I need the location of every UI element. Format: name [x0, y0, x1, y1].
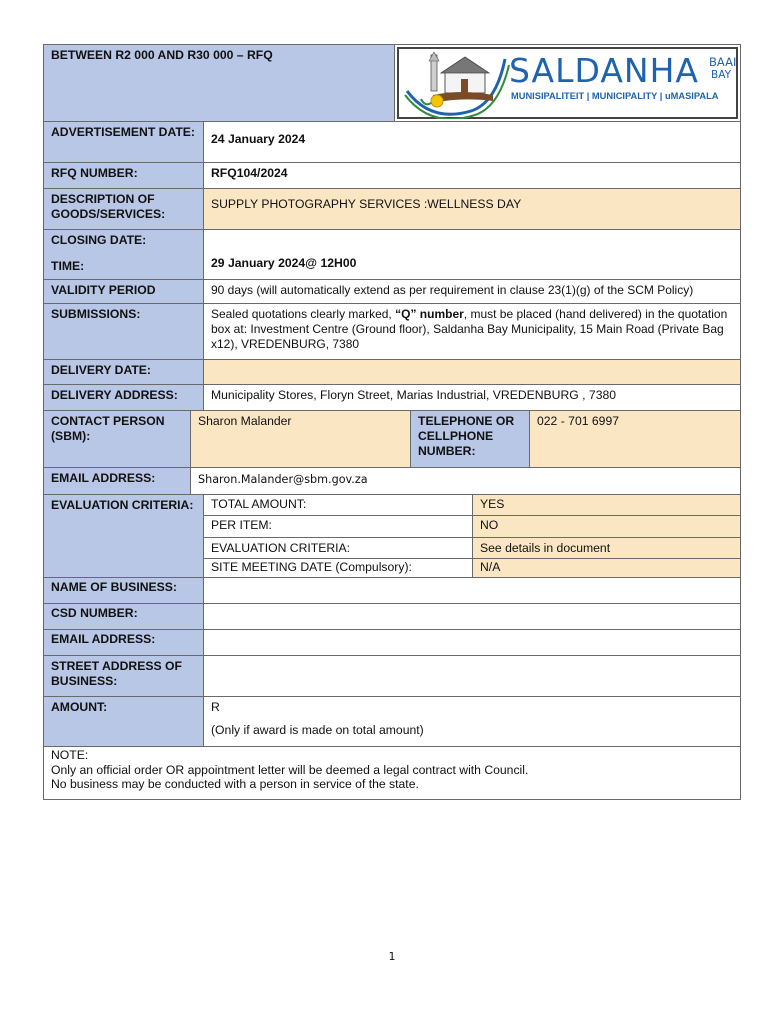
label-delivery-address: DELIVERY ADDRESS:	[43, 384, 204, 411]
note-line-2: No business may be conducted with a person in service of the state.	[51, 777, 419, 791]
logo-bay: BAY	[711, 69, 731, 81]
input-street-address[interactable]	[203, 655, 741, 697]
value-delivery-address: Municipality Stores, Floryn Street, Marias Industrial, VREDENBURG , 7380	[203, 384, 741, 411]
label-business-email: EMAIL ADDRESS:	[43, 629, 204, 656]
input-amount[interactable]: R (Only if award is made on total amount)	[203, 696, 741, 747]
value-telephone: 022 - 701 6997	[529, 410, 741, 468]
eval-item-site-meeting: SITE MEETING DATE (Compulsory):	[203, 558, 473, 578]
label-email: EMAIL ADDRESS:	[43, 467, 191, 495]
header-logo-cell	[394, 44, 741, 122]
label-advertisement-date: ADVERTISEMENT DATE:	[43, 121, 204, 163]
header-title-cell	[43, 44, 395, 122]
value-description: SUPPLY PHOTOGRAPHY SERVICES :WELLNESS DAY	[203, 188, 741, 230]
label-csd-number: CSD NUMBER:	[43, 603, 204, 630]
label-delivery-date: DELIVERY DATE:	[43, 359, 204, 385]
page-number: 1	[388, 950, 396, 963]
label-amount: AMOUNT:	[43, 696, 204, 747]
input-business-email[interactable]	[203, 629, 741, 656]
value-email: Sharon.Malander@sbm.gov.za	[190, 467, 741, 495]
label-submissions: SUBMISSIONS:	[43, 303, 204, 360]
label-rfq-number: RFQ NUMBER:	[43, 162, 204, 189]
label-validity: VALIDITY PERIOD	[43, 279, 204, 304]
value-delivery-date	[203, 359, 741, 385]
label-time: TIME:	[51, 259, 85, 273]
label-closing-date: CLOSING DATE: TIME:	[43, 229, 204, 280]
logo-baai: BAAI	[709, 55, 737, 69]
label-evaluation-criteria: EVALUATION CRITERIA:	[43, 494, 204, 578]
form-title: BETWEEN R2 000 AND R30 000 – RFQ	[51, 48, 273, 62]
eval-value-criteria: See details in document	[472, 537, 741, 559]
label-contact-person: CONTACT PERSON (SBM):	[43, 410, 191, 468]
logo-tagline: MUNISIPALITEIT | MUNICIPALITY | uMASIPALA	[511, 91, 719, 101]
value-advertisement-date: 24 January 2024	[203, 121, 741, 163]
municipality-crest-icon	[401, 51, 511, 119]
eval-item-criteria: EVALUATION CRITERIA:	[203, 537, 473, 559]
eval-value-total-amount: YES	[472, 494, 741, 516]
value-rfq-number: RFQ104/2024	[203, 162, 741, 189]
label-street-address: STREET ADDRESS OF BUSINESS:	[43, 655, 204, 697]
value-closing-time: 29 January 2024@ 12H00	[203, 229, 741, 280]
value-contact-person: Sharon Malander	[190, 410, 411, 468]
eval-item-per-item: PER ITEM:	[203, 515, 473, 538]
label-name-of-business: NAME OF BUSINESS:	[43, 577, 204, 604]
note-title: NOTE:	[51, 748, 89, 762]
input-name-of-business[interactable]	[203, 577, 741, 604]
label-telephone: TELEPHONE OR CELLPHONE NUMBER:	[410, 410, 530, 468]
eval-value-per-item: NO	[472, 515, 741, 538]
label-description: DESCRIPTION OF GOODS/SERVICES:	[43, 188, 204, 230]
logo-name: SALDANHA	[509, 51, 699, 90]
eval-item-total-amount: TOTAL AMOUNT:	[203, 494, 473, 516]
note-line-1: Only an official order OR appointment letter will be deemed a legal contract with Council.	[51, 762, 529, 777]
value-validity: 90 days (will automatically extend as per requirement in clause 23(1)(g) of the SCM Policy)	[203, 279, 741, 304]
eval-value-site-meeting: N/A	[472, 558, 741, 578]
note-box	[43, 746, 741, 800]
value-submissions: Sealed quotations clearly marked, “Q” number, must be placed (hand delivered) in the quotation box at: Investment Centre (Ground floor), Saldanha Bay Municipality, 15 Main Road (Private Bag x12), VREDENBURG, 7380	[203, 303, 741, 360]
input-csd-number[interactable]	[203, 603, 741, 630]
